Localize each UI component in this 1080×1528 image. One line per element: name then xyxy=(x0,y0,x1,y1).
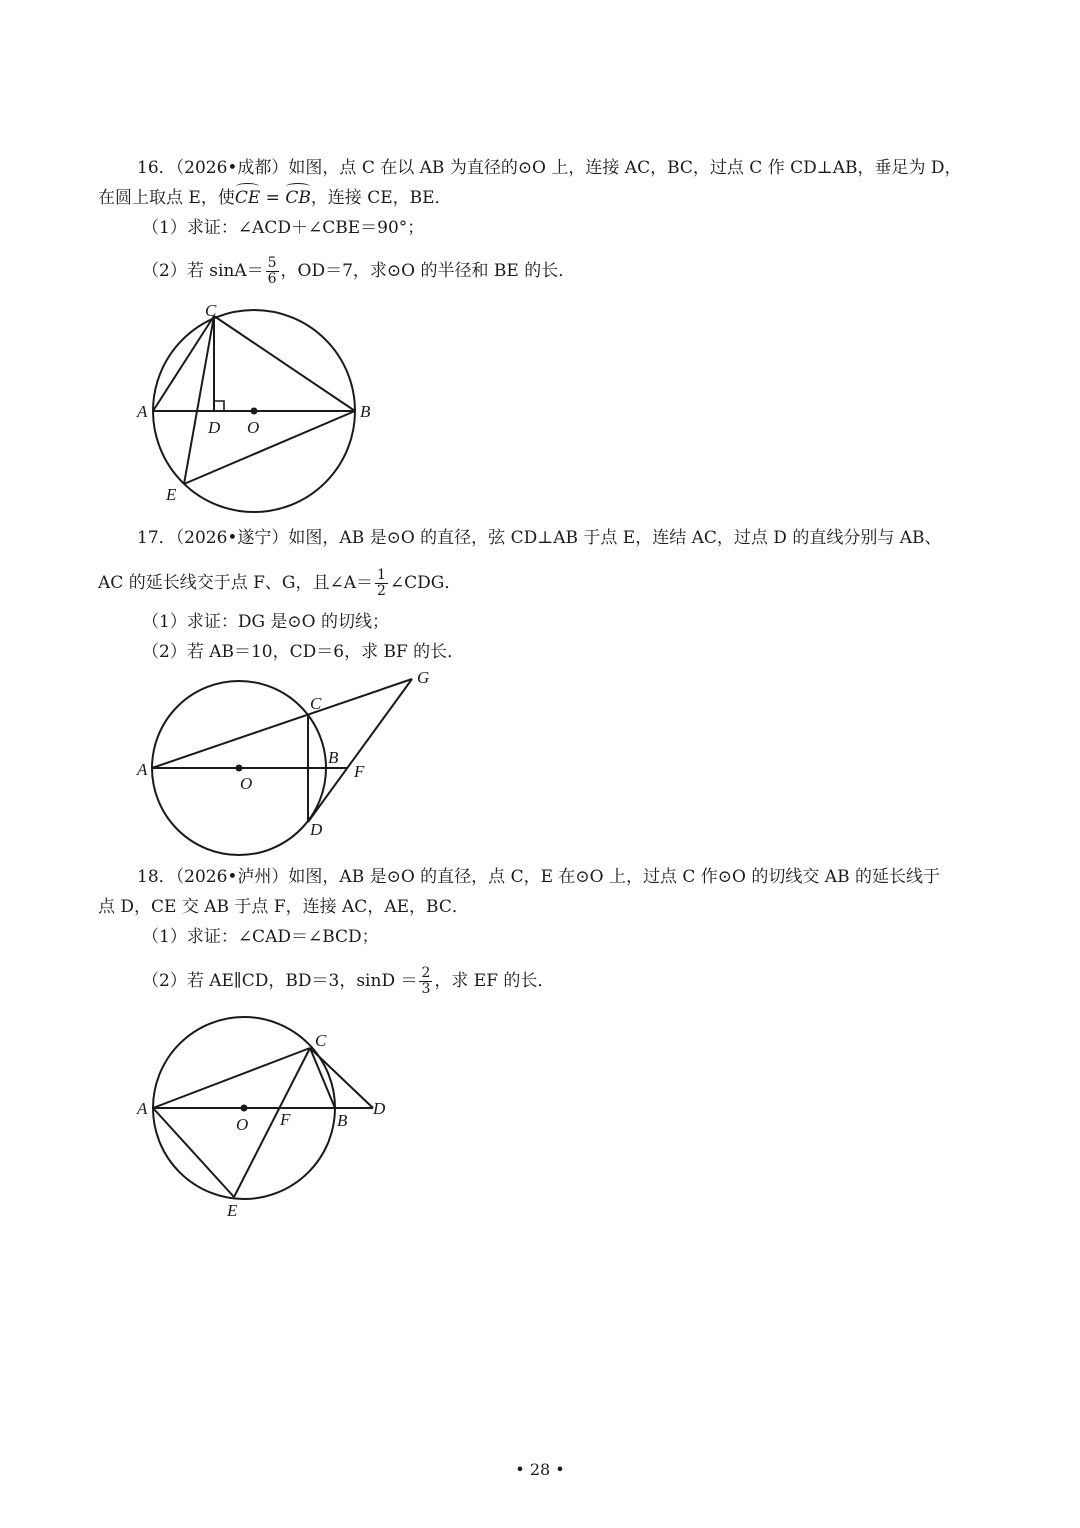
frac-num: 2 xyxy=(421,965,431,981)
label-o: O xyxy=(240,774,253,793)
label-g: G xyxy=(417,668,430,687)
p17-line2-a: AC 的延长线交于点 F、G，且∠A＝ xyxy=(98,573,373,593)
label-a: A xyxy=(137,1099,148,1118)
frac-num: 1 xyxy=(377,567,386,583)
label-e: E xyxy=(166,485,177,504)
p17-line1: 17．（2026•遂宁）如图，AB 是⊙O 的直径，弦 CD⊥AB 于点 E，连结 AC，过点 D 的直线分别与 AB、 xyxy=(137,528,942,548)
label-b: B xyxy=(360,402,371,421)
label-e: E xyxy=(227,1201,238,1220)
label-a: A xyxy=(137,402,148,421)
p18-line2: 点 D，CE 交 AB 于点 F，连接 AC，AE，BC． xyxy=(98,897,469,917)
p16-question-1: （1）求证：∠ACD＋∠CBE＝90°； xyxy=(142,218,425,238)
label-f: F xyxy=(354,762,365,781)
label-f: F xyxy=(280,1110,291,1129)
p18-question-1: （1）求证：∠CAD＝∠BCD； xyxy=(142,927,379,947)
frac-den: 3 xyxy=(421,981,431,997)
p18-question-2 xyxy=(142,966,554,997)
label-d: D xyxy=(373,1099,386,1118)
label-a: A xyxy=(137,760,148,779)
label-c: C xyxy=(310,694,322,713)
frac-den: 6 xyxy=(267,271,277,287)
arc-ce: CE xyxy=(234,188,261,208)
p16-question-2 xyxy=(142,256,575,287)
p16-line2-a: 在圆上取点 E，使 xyxy=(98,188,235,208)
p17-line2-b: ∠CDG． xyxy=(389,573,462,593)
p18-q2-b: ，求 EF 的长． xyxy=(434,971,555,991)
label-d: D xyxy=(310,820,323,839)
label-d: D xyxy=(208,418,221,437)
figure-17 xyxy=(130,665,440,845)
arc-cb: CB xyxy=(285,188,311,208)
label-c: C xyxy=(205,301,217,320)
p16-line2 xyxy=(98,186,452,210)
p16-q2-a: （2）若 sinA＝ xyxy=(142,261,264,281)
p18-q2-a: （2）若 AE∥CD，BD＝3，sinD ＝ xyxy=(142,971,418,991)
label-o: O xyxy=(247,418,260,437)
label-b: B xyxy=(337,1111,348,1130)
p16-line2-b: ，连接 CE，BE． xyxy=(310,188,452,208)
frac-num: 5 xyxy=(267,255,277,271)
label-o: O xyxy=(236,1115,249,1134)
p16-q2-b: ，OD＝7，求⊙O 的半径和 BE 的长． xyxy=(280,261,576,281)
fraction-1-2 xyxy=(375,568,388,599)
p17-question-1: （1）求证：DG 是⊙O 的切线； xyxy=(142,612,390,632)
p16-line1: 16．（2026•成都）如图，点 C 在以 AB 为直径的⊙O 上，连接 AC，BC，过点 C 作 CD⊥AB，垂足为 D， xyxy=(137,158,962,178)
label-b: B xyxy=(328,748,339,767)
fraction-2-3 xyxy=(419,966,432,997)
p17-question-2: （2）若 AB＝10，CD＝6，求 BF 的长． xyxy=(142,642,465,662)
label-c: C xyxy=(315,1031,327,1050)
figure-16 xyxy=(130,295,390,515)
page-number: • 28 • xyxy=(515,1460,565,1479)
p18-line1: 18．（2026•泸州）如图，AB 是⊙O 的直径，点 C，E 在⊙O 上，过点 C 作⊙O 的切线交 AB 的延长线于 xyxy=(137,867,940,887)
figure-18 xyxy=(130,1010,400,1225)
frac-den: 2 xyxy=(377,583,386,599)
p16-eq: = xyxy=(260,188,286,208)
fraction-5-6 xyxy=(266,256,279,287)
p17-line2 xyxy=(98,568,461,599)
